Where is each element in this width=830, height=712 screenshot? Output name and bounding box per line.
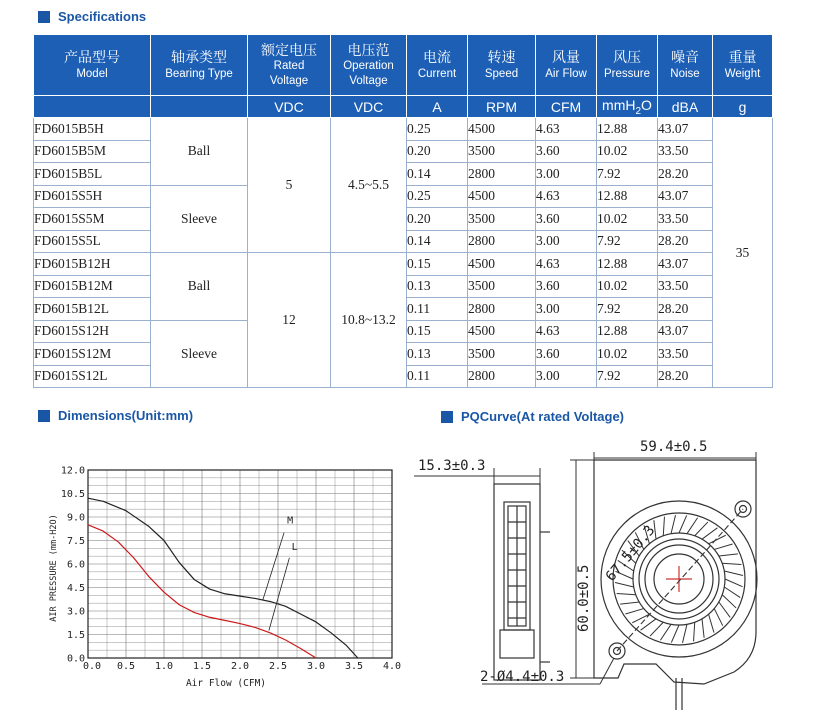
fan-blade xyxy=(719,554,738,556)
hole-dim-label: 2-Ø4.4±0.3 xyxy=(480,669,565,685)
current-cell: 0.20 xyxy=(407,140,468,163)
fan-blade xyxy=(719,602,730,617)
x-tick-label: 1.0 xyxy=(154,661,174,672)
speed-cell: 3500 xyxy=(468,208,536,231)
series-label-m: M xyxy=(287,515,294,527)
weight-cell: 35 xyxy=(713,118,773,388)
fan-blade xyxy=(709,614,714,632)
air-flow-cell: 4.63 xyxy=(536,118,597,141)
unit-air-flow: CFM xyxy=(536,96,597,118)
x-tick-label: 2.5 xyxy=(268,661,288,672)
speed-cell: 3500 xyxy=(468,343,536,366)
noise-cell: 28.20 xyxy=(658,230,713,253)
fan-blade xyxy=(724,587,740,598)
spec-row xyxy=(34,118,773,141)
y-tick-label: 0.0 xyxy=(66,653,85,665)
unit-rated-voltage: VDC xyxy=(248,96,331,118)
pressure-cell: 7.92 xyxy=(597,365,658,388)
thickness-dimension xyxy=(414,458,540,484)
fan-blade xyxy=(615,582,634,586)
fan-blade xyxy=(687,518,698,534)
fan-blade xyxy=(714,609,723,626)
speed-cell: 4500 xyxy=(468,118,536,141)
y-tick-label: 10.5 xyxy=(60,489,85,500)
air-flow-cell: 4.63 xyxy=(536,253,597,276)
air-flow-cell: 3.60 xyxy=(536,140,597,163)
pressure-cell: 12.88 xyxy=(597,253,658,276)
air-flow-cell: 3.00 xyxy=(536,163,597,186)
noise-cell: 33.50 xyxy=(658,208,713,231)
chart-tick-labels xyxy=(61,466,401,673)
spec-row xyxy=(34,253,773,276)
noise-cell: 28.20 xyxy=(658,163,713,186)
fan-blade xyxy=(694,622,695,641)
unit-noise: dBA xyxy=(658,96,713,118)
section-bullet-icon xyxy=(38,410,50,422)
fan-blade xyxy=(709,535,726,544)
speed-cell: 4500 xyxy=(468,185,536,208)
fan-blade xyxy=(671,625,679,643)
model-cell: FD6015B12L xyxy=(34,298,151,321)
pressure-cell: 7.92 xyxy=(597,230,658,253)
rated-voltage-cell: 12 xyxy=(248,253,331,388)
fan-blade xyxy=(632,614,649,623)
current-cell: 0.25 xyxy=(407,118,468,141)
speed-cell: 2800 xyxy=(468,230,536,253)
pressure-cell: 7.92 xyxy=(597,298,658,321)
x-tick-label: 0.0 xyxy=(82,661,102,672)
model-cell: FD6015S5H xyxy=(34,185,151,208)
fan-blade xyxy=(671,515,675,534)
header-air-flow: 风量 Air Flow xyxy=(536,35,597,96)
speed-cell: 4500 xyxy=(468,253,536,276)
rated-voltage-cell: 5 xyxy=(248,118,331,253)
y-tick-label: 7.5 xyxy=(66,536,85,547)
pq-curve-title xyxy=(441,409,624,424)
dimensions-title xyxy=(38,408,193,423)
speed-cell: 2800 xyxy=(468,365,536,388)
series-label-l: L xyxy=(291,541,298,553)
bearing-cell: Sleeve xyxy=(151,185,248,253)
fan-blade xyxy=(682,624,686,643)
header-operation-voltage: 电压范 Operation Voltage xyxy=(331,35,407,96)
air-flow-cell: 4.63 xyxy=(536,185,597,208)
air-flow-cell: 3.60 xyxy=(536,275,597,298)
x-tick-label: 1.5 xyxy=(192,661,212,672)
width-dimension xyxy=(594,439,756,462)
fan-blade xyxy=(702,619,704,638)
speed-cell: 2800 xyxy=(468,163,536,186)
y-tick-label: 6.0 xyxy=(66,559,85,571)
header-current: 电流 Current xyxy=(407,35,468,96)
section-bullet-icon xyxy=(38,11,50,23)
model-cell: FD6015S12L xyxy=(34,365,151,388)
width-dim-label: 59.4±0.5 xyxy=(640,439,708,455)
unit-speed: RPM xyxy=(468,96,536,118)
pressure-cell: 10.02 xyxy=(597,275,658,298)
fan-blade xyxy=(620,602,639,604)
fan-blade xyxy=(722,595,736,608)
model-cell: FD6015B12H xyxy=(34,253,151,276)
speed-cell: 3500 xyxy=(468,275,536,298)
fan-blade xyxy=(617,594,636,595)
noise-cell: 33.50 xyxy=(658,343,713,366)
height-dim-label: 60.0±0.5 xyxy=(576,564,592,632)
y-tick-label: 4.5 xyxy=(66,583,85,594)
unit-weight: g xyxy=(713,96,773,118)
header-rated-voltage: 额定电压 Rated Voltage xyxy=(248,35,331,96)
speed-cell: 4500 xyxy=(468,320,536,343)
fan-blade xyxy=(725,579,743,587)
air-flow-cell: 3.00 xyxy=(536,365,597,388)
chart-x-axis-label: Air Flow (CFM) xyxy=(185,678,267,689)
fan-blade xyxy=(695,522,708,536)
chart-grid xyxy=(88,470,392,658)
chart-series xyxy=(88,498,358,658)
dimensions-title-text: Dimensions(Unit:mm) xyxy=(58,408,194,423)
header-speed: 转速 Speed xyxy=(468,35,536,96)
pressure-cell: 10.02 xyxy=(597,208,658,231)
header-noise: 噪音 Noise xyxy=(658,35,713,96)
chart-y-axis-label: AIR PRESSURE (mm-H2O) xyxy=(49,514,59,622)
bearing-cell: Ball xyxy=(151,253,248,321)
noise-cell: 43.07 xyxy=(658,320,713,343)
pq-curve-chart xyxy=(36,458,408,690)
section-bullet-icon xyxy=(441,411,453,423)
pressure-cell: 10.02 xyxy=(597,140,658,163)
air-flow-cell: 3.60 xyxy=(536,208,597,231)
fan-blade xyxy=(663,517,664,536)
speed-cell: 3500 xyxy=(468,140,536,163)
unit-bearing xyxy=(151,96,248,118)
unit-operation-voltage: VDC xyxy=(331,96,407,118)
current-cell: 0.13 xyxy=(407,275,468,298)
pressure-cell: 10.02 xyxy=(597,343,658,366)
current-cell: 0.15 xyxy=(407,253,468,276)
y-tick-label: 9.0 xyxy=(66,512,85,524)
noise-cell: 43.07 xyxy=(658,253,713,276)
fan-side-view xyxy=(494,484,550,680)
model-cell: FD6015B5L xyxy=(34,163,151,186)
height-dimension xyxy=(570,460,594,678)
fan-blade xyxy=(641,619,656,630)
operation-voltage-cell: 4.5~5.5 xyxy=(331,118,407,253)
fan-blade xyxy=(722,563,741,564)
y-tick-label: 12.0 xyxy=(60,465,85,477)
current-cell: 0.11 xyxy=(407,298,468,321)
noise-cell: 43.07 xyxy=(658,185,713,208)
air-flow-cell: 3.00 xyxy=(536,230,597,253)
x-tick-label: 2.0 xyxy=(230,661,250,672)
unit-model xyxy=(34,96,151,118)
fan-blade xyxy=(625,609,643,614)
pressure-cell: 7.92 xyxy=(597,163,658,186)
spec-header-row xyxy=(34,35,773,96)
header-weight: 重量 Weight xyxy=(713,35,773,96)
hole-spacing-dim-label: 67.5±0.3 xyxy=(602,522,659,585)
current-cell: 0.14 xyxy=(407,163,468,186)
fan-blade xyxy=(702,528,717,539)
spec-table xyxy=(33,34,773,388)
pq-curve-title-text: PQCurve(At rated Voltage) xyxy=(461,409,625,424)
x-tick-label: 3.5 xyxy=(344,661,364,672)
y-tick-label: 1.5 xyxy=(66,630,85,641)
model-cell: FD6015S5L xyxy=(34,230,151,253)
noise-cell: 28.20 xyxy=(658,298,713,321)
current-cell: 0.13 xyxy=(407,343,468,366)
pressure-cell: 12.88 xyxy=(597,185,658,208)
header-model: 产品型号 Model xyxy=(34,35,151,96)
series-line-m xyxy=(88,498,358,658)
unit-current: A xyxy=(407,96,468,118)
model-cell: FD6015B12M xyxy=(34,275,151,298)
air-flow-cell: 3.60 xyxy=(536,343,597,366)
current-cell: 0.25 xyxy=(407,185,468,208)
fan-blade xyxy=(660,624,671,640)
x-tick-label: 4.0 xyxy=(382,661,402,672)
model-cell: FD6015S5M xyxy=(34,208,151,231)
header-bearing: 轴承类型 Bearing Type xyxy=(151,35,248,96)
current-cell: 0.14 xyxy=(407,230,468,253)
specifications-title xyxy=(38,9,146,24)
current-cell: 0.11 xyxy=(407,365,468,388)
noise-cell: 33.50 xyxy=(658,140,713,163)
air-flow-cell: 3.00 xyxy=(536,298,597,321)
pressure-cell: 12.88 xyxy=(597,320,658,343)
current-cell: 0.20 xyxy=(407,208,468,231)
bearing-cell: Sleeve xyxy=(151,320,248,388)
speed-cell: 2800 xyxy=(468,298,536,321)
header-pressure: 风压 Pressure xyxy=(597,35,658,96)
fan-front-view xyxy=(594,460,757,710)
unit-pressure: mmH$_2$O xyxy=(597,96,658,118)
x-tick-label: 0.5 xyxy=(116,661,136,672)
fan-blade xyxy=(724,571,743,575)
current-cell: 0.15 xyxy=(407,320,468,343)
model-cell: FD6015B5H xyxy=(34,118,151,141)
series-leader-l xyxy=(269,558,290,631)
model-cell: FD6015S12M xyxy=(34,343,151,366)
model-cell: FD6015S12H xyxy=(34,320,151,343)
operation-voltage-cell: 10.8~13.2 xyxy=(331,253,407,388)
thickness-dim-label: 15.3±0.3 xyxy=(418,458,486,474)
spec-table-body xyxy=(34,118,773,388)
series-leader-m xyxy=(263,533,284,600)
spec-unit-row xyxy=(34,96,773,118)
y-tick-label: 3.0 xyxy=(66,606,85,618)
model-cell: FD6015B5M xyxy=(34,140,151,163)
bearing-cell: Ball xyxy=(151,118,248,186)
air-flow-cell: 4.63 xyxy=(536,320,597,343)
noise-cell: 28.20 xyxy=(658,365,713,388)
noise-cell: 33.50 xyxy=(658,275,713,298)
specifications-title-text: Specifications xyxy=(58,9,147,24)
fan-blade xyxy=(679,515,687,533)
x-tick-label: 3.0 xyxy=(306,661,326,672)
fan-blade xyxy=(650,622,663,636)
fan-blade xyxy=(714,544,732,549)
noise-cell: 43.07 xyxy=(658,118,713,141)
pressure-cell: 12.88 xyxy=(597,118,658,141)
fan-dimension-drawing xyxy=(404,432,788,710)
